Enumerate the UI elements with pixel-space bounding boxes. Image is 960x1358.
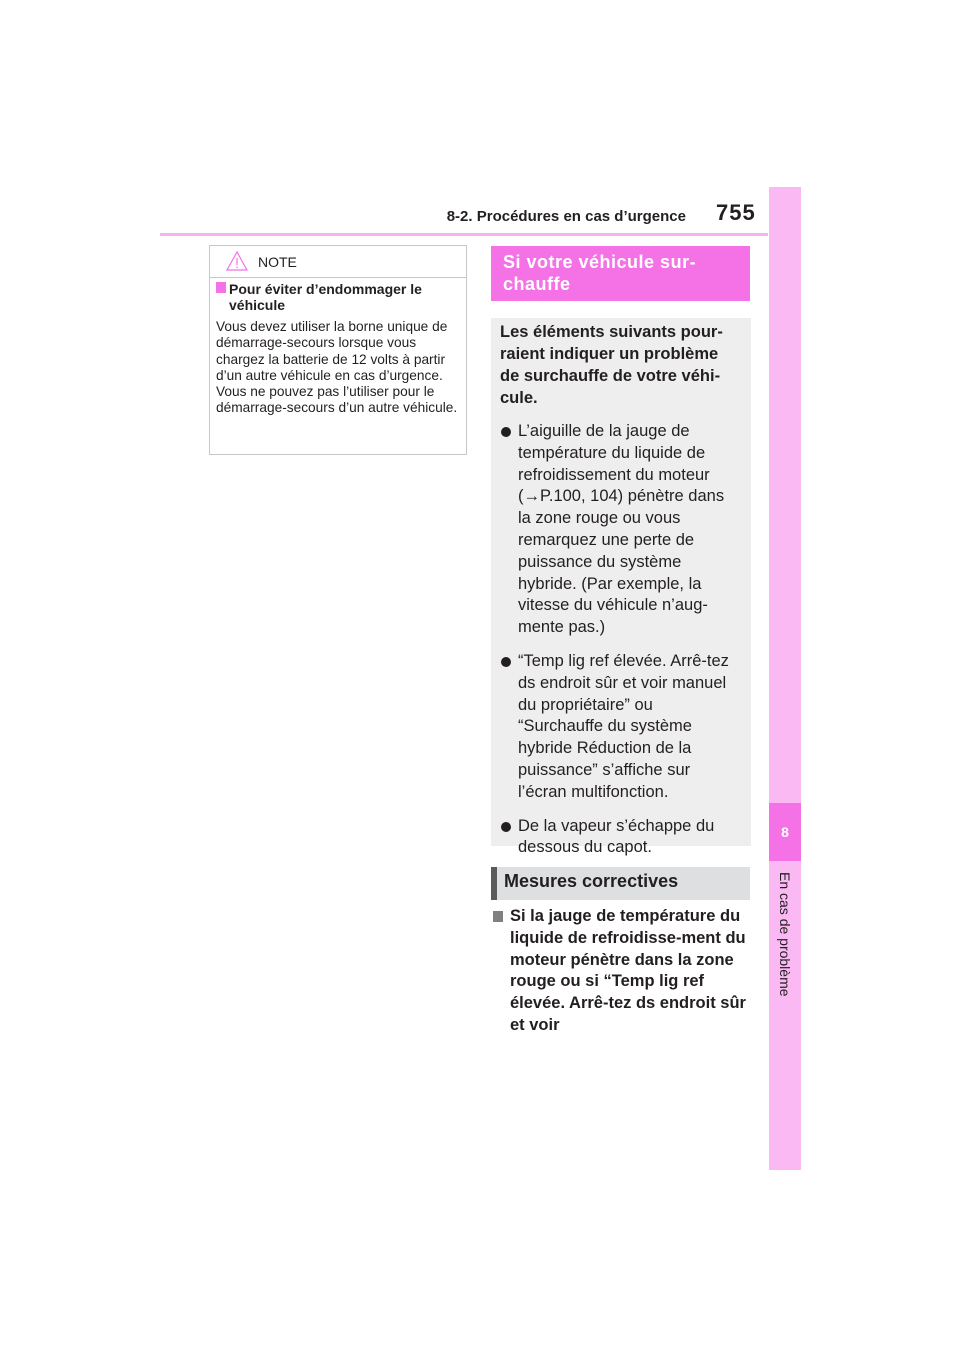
list-item: [500, 651, 741, 804]
list-item-text: L’aiguille de la jauge de température du liquide de refroidissement du moteur (→P.100, 104) pénètre dans la zone rouge ou vous remarquez une perte de puissance du système hybride. (Par exemple, la vitesse du véhicule n’aug-mente pas.): [518, 422, 725, 637]
symptoms-intro: Les éléments suivants pour-raient indiquer un problème de surchauffe de votre véhi-cule.: [500, 323, 723, 407]
list-item: [500, 421, 741, 639]
chapter-number: 8: [769, 803, 801, 861]
bullet-dot-icon: [501, 427, 511, 437]
note-subheading-text: Pour éviter d’endommager le véhicule: [229, 281, 422, 313]
square-bullet-icon: [216, 282, 226, 293]
note-header: [210, 246, 466, 278]
corrective-subheading: [493, 906, 748, 1037]
overheat-section-title: Si votre véhicule sur-chauffe: [491, 246, 750, 301]
page-number: 755: [716, 200, 756, 225]
note-subheading: [215, 281, 460, 313]
overheat-symptoms-box: [491, 318, 751, 857]
warning-icon: [226, 251, 248, 271]
list-item-text: “Temp lig ref élevée. Arrê-tez ds endroit sûr et voir manuel du propriétaire” ou “Surchauffe du système hybride Réduction de la puissance” s’affiche sur l’écran multifonction.: [518, 651, 729, 801]
note-box: [209, 245, 467, 455]
note-body: Vous devez utiliser la borne unique de démarrage-secours lorsque vous chargez la batterie de 12 volts à partir d’un autre véhicule en cas d’urgence. Vous ne pouvez pas l’utiliser pour le démarrage-secours d’un autre véhicule.: [216, 319, 458, 416]
corrective-subheading-text: Si la jauge de température du liquide de refroidisse-ment du moteur pénètre dans la zone rouge ou si “Temp lig ref élevée. Arrê-tez ds endroit sûr et voir: [510, 907, 746, 1034]
chapter-title: En cas de problème: [777, 872, 793, 997]
list-item: [500, 816, 741, 860]
bullet-dot-icon: [501, 657, 511, 667]
bullet-dot-icon: [501, 822, 511, 832]
square-bullet-icon: [493, 911, 503, 922]
section-title: 8-2. Procédures en cas d’urgence: [446, 208, 686, 225]
header-rule: [160, 233, 768, 236]
list-item-text: De la vapeur s’échappe du dessous du capot.: [518, 816, 715, 857]
note-label: NOTE: [258, 254, 297, 270]
corrective-section-title: Mesures correctives: [491, 867, 750, 900]
